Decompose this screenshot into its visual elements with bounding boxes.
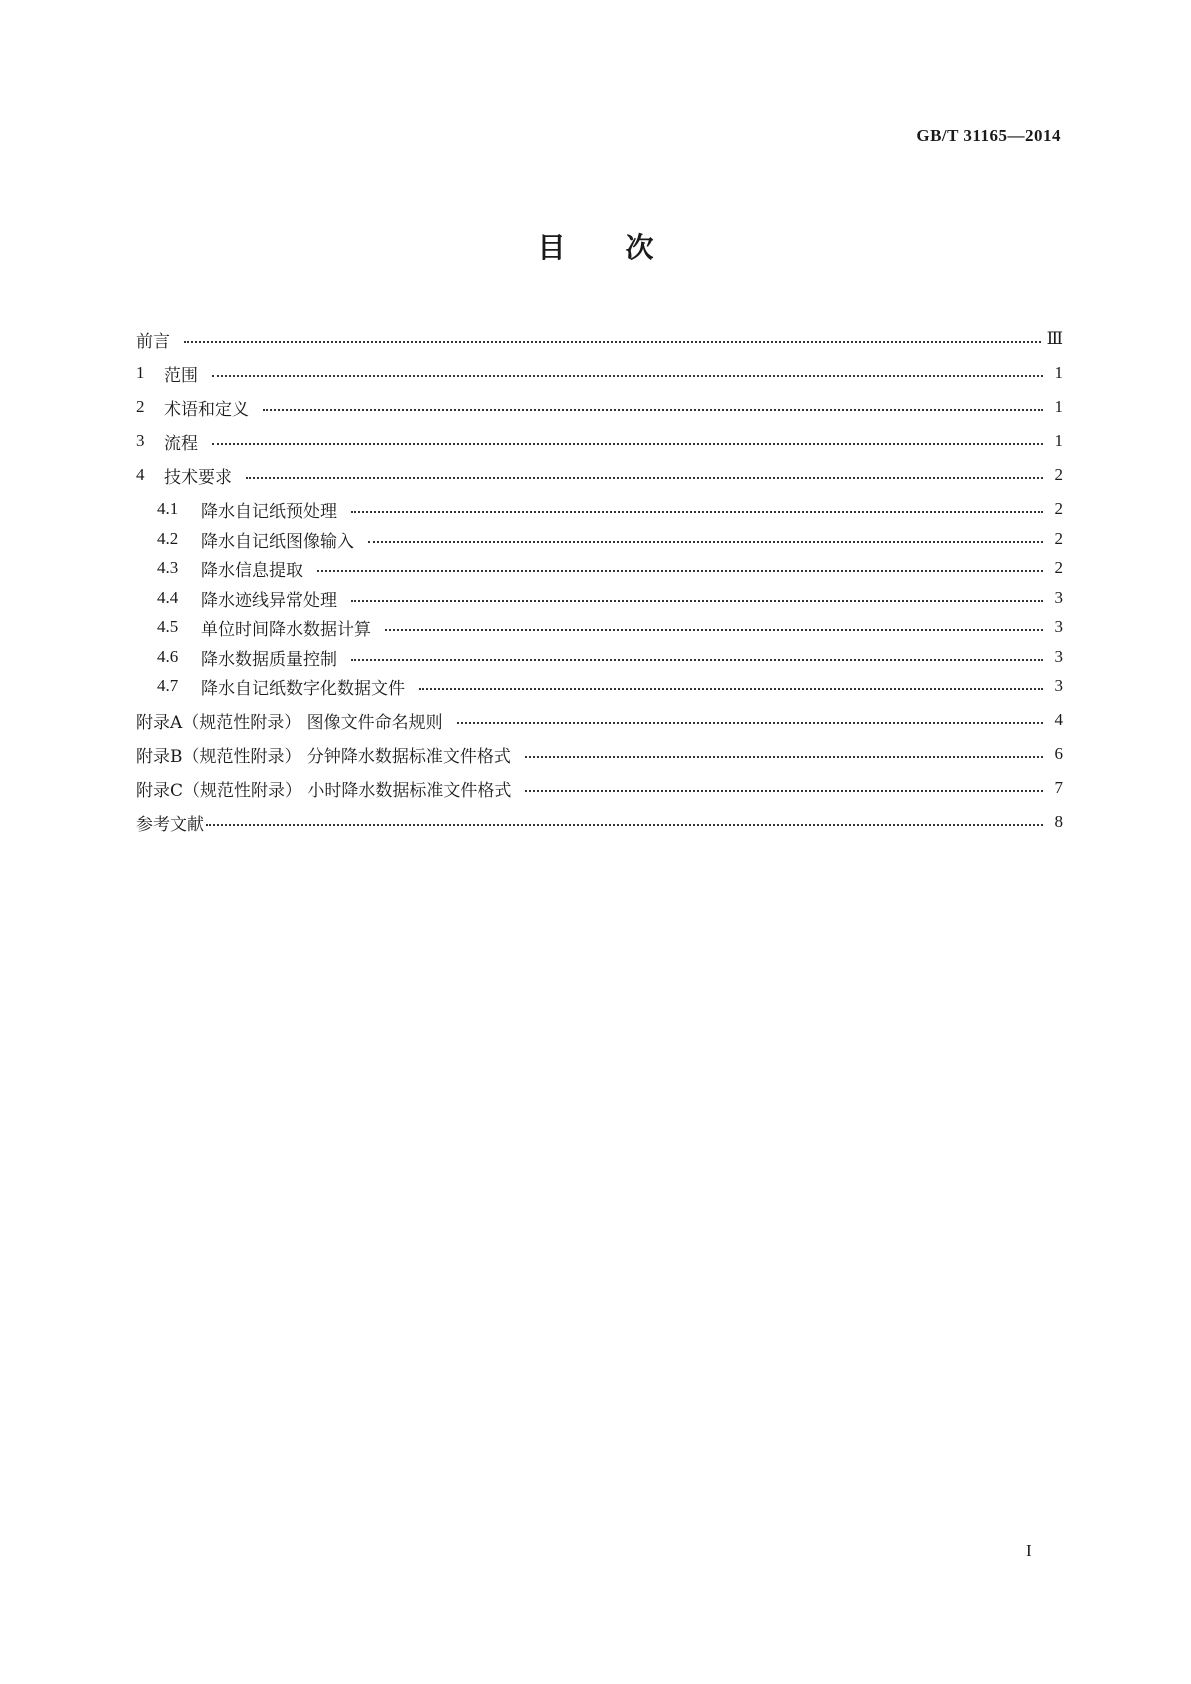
toc-entry-number: 2 <box>136 397 145 416</box>
toc-entry-page: 6 <box>1054 744 1063 763</box>
toc-entry-4-4[interactable] <box>157 586 1063 610</box>
toc-entry-4-5[interactable] <box>157 615 1063 639</box>
toc-entry-page: 1 <box>1054 397 1063 416</box>
toc-entry-label: 范围 <box>164 365 198 386</box>
toc-leader-dots <box>246 463 1043 487</box>
toc-entry-number: 4.1 <box>157 499 179 518</box>
page-number: I <box>1026 1541 1032 1560</box>
toc-entry-page: 2 <box>1054 558 1063 577</box>
toc-entry-label: 附录B（规范性附录） 分钟降水数据标准文件格式 <box>136 746 511 767</box>
toc-entry-label: 单位时间降水数据计算 <box>201 619 371 640</box>
toc-entry-page: Ⅲ <box>1046 329 1063 348</box>
toc-entry-page: 3 <box>1054 588 1063 607</box>
toc-title: 目次 <box>537 231 714 264</box>
toc-leader-dots <box>419 674 1043 698</box>
toc-entry-references[interactable] <box>136 810 1063 834</box>
toc-entry-label: 技术要求 <box>164 467 232 488</box>
toc-entry-terms[interactable] <box>136 395 1063 419</box>
toc-entry-label: 流程 <box>164 433 198 454</box>
toc-leader-dots <box>184 327 1041 351</box>
toc-entry-technical-requirements[interactable] <box>136 463 1063 487</box>
toc-entry-appendix-c[interactable] <box>136 776 1063 800</box>
toc-entry-label: 术语和定义 <box>164 399 249 420</box>
toc-entry-page: 3 <box>1054 676 1063 695</box>
toc-leader-dots <box>525 776 1043 800</box>
toc-entry-4-3[interactable] <box>157 556 1063 580</box>
toc-entry-page: 4 <box>1054 710 1063 729</box>
toc-entry-page: 3 <box>1054 617 1063 636</box>
toc-entry-process[interactable] <box>136 429 1063 453</box>
toc-entry-number: 4.4 <box>157 588 179 607</box>
toc-leader-dots <box>351 497 1043 521</box>
toc-entry-label: 降水自记纸数字化数据文件 <box>201 678 405 699</box>
toc-entry-label: 降水自记纸图像输入 <box>201 531 354 552</box>
toc-leader-dots <box>457 708 1043 732</box>
toc-entry-page: 2 <box>1054 529 1063 548</box>
toc-entry-page: 3 <box>1054 647 1063 666</box>
toc-leader-dots <box>351 645 1043 669</box>
toc-entry-label: 降水信息提取 <box>201 560 303 581</box>
toc-leader-dots <box>351 586 1043 610</box>
toc-entry-label: 降水自记纸预处理 <box>201 501 337 522</box>
toc-entry-number: 4 <box>136 465 145 484</box>
toc-entry-label: 降水数据质量控制 <box>201 649 337 670</box>
toc-entry-label: 降水迹线异常处理 <box>201 590 337 611</box>
toc-entry-label: 参考文献 <box>136 814 204 835</box>
toc-entry-number: 4.5 <box>157 617 179 636</box>
standard-code: GB/T 31165—2014 <box>916 126 1061 145</box>
toc-entry-label: 附录C（规范性附录） 小时降水数据标准文件格式 <box>136 780 512 801</box>
toc-entry-page: 2 <box>1054 499 1063 518</box>
toc-entry-page: 2 <box>1054 465 1063 484</box>
toc-entry-appendix-a[interactable] <box>136 708 1063 732</box>
toc-entry-number: 3 <box>136 431 145 450</box>
toc-entry-4-7[interactable] <box>157 674 1063 698</box>
toc-entry-label: 前言 <box>136 331 170 352</box>
toc-entry-number: 4.2 <box>157 529 179 548</box>
toc-entry-label: 附录A（规范性附录） 图像文件命名规则 <box>136 712 443 733</box>
toc-entry-number: 1 <box>136 363 145 382</box>
toc-leader-dots <box>212 361 1043 385</box>
toc-entry-4-1[interactable] <box>157 497 1063 521</box>
toc-entry-number: 4.3 <box>157 558 179 577</box>
toc-entry-page: 8 <box>1054 812 1063 831</box>
toc-leader-dots <box>368 527 1043 551</box>
toc-leader-dots <box>385 615 1043 639</box>
toc-entry-page: 1 <box>1054 431 1063 450</box>
toc-entry-scope[interactable] <box>136 361 1063 385</box>
toc-entry-foreword[interactable] <box>136 327 1063 351</box>
toc-leader-dots <box>206 810 1043 834</box>
toc-leader-dots <box>212 429 1043 453</box>
toc-entry-appendix-b[interactable] <box>136 742 1063 766</box>
toc-entry-4-6[interactable] <box>157 645 1063 669</box>
toc-entry-page: 7 <box>1054 778 1063 797</box>
toc-leader-dots <box>525 742 1043 766</box>
toc-entry-page: 1 <box>1054 363 1063 382</box>
toc-entry-number: 4.7 <box>157 676 179 695</box>
toc-entry-number: 4.6 <box>157 647 179 666</box>
toc-entry-4-2[interactable] <box>157 527 1063 551</box>
toc-leader-dots <box>263 395 1043 419</box>
toc-leader-dots <box>317 556 1043 580</box>
